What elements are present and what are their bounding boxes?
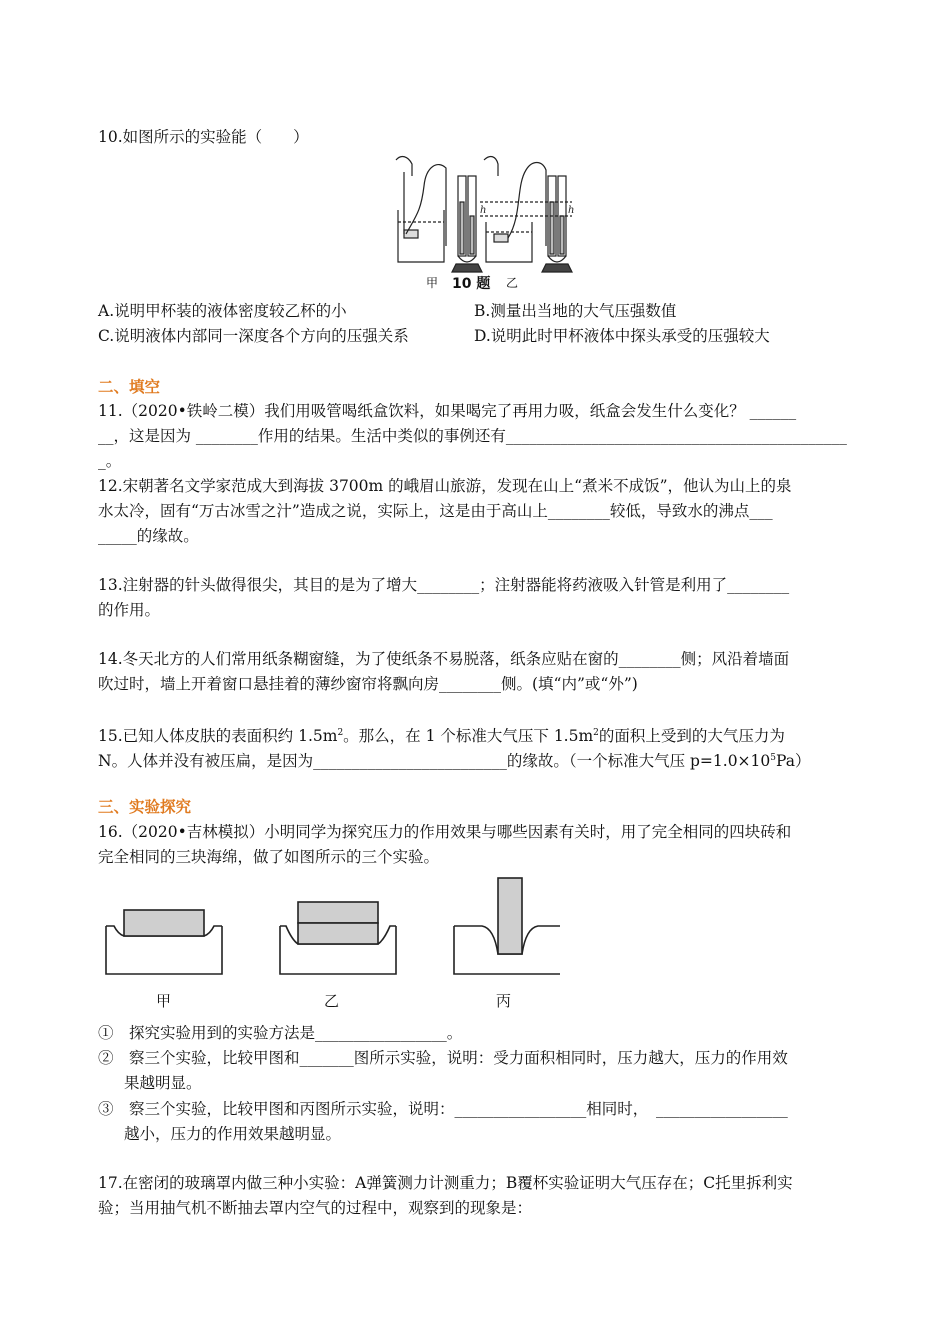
q15-line1-part1: 15.已知人体皮肤的表面积约 1.5m bbox=[98, 727, 338, 746]
q13-line1: 13.注射器的针头做得很尖，其目的是为了增大________；注射器能将药液吸入针管是利用了________ bbox=[98, 576, 790, 594]
q11-line3: _。 bbox=[98, 452, 122, 470]
q15-line1-part2: 。那么，在 1 个标准大气压下 1.5m bbox=[343, 727, 594, 746]
q13-line2: 的作用。 bbox=[98, 601, 161, 619]
fig10-label-left: 甲 bbox=[426, 276, 439, 290]
q10-option-d: D.说明此时甲杯液体中探头承受的压强较大 bbox=[474, 327, 770, 345]
q10-option-a: A.说明甲杯装的液体密度较乙杯的小 bbox=[98, 302, 347, 320]
q16-line1: 16.（2020•吉林模拟）小明同学为探究压力的作用效果与哪些因素有关时，用了完全相同的四块砖和 bbox=[98, 823, 792, 841]
q15-line1 bbox=[98, 723, 785, 746]
q11-line2: __，这是因为 ________作用的结果。生活中类似的事例还有____________________________________________ bbox=[98, 427, 847, 445]
h-label-left: h bbox=[480, 205, 487, 216]
q17-line1: 17.在密闭的玻璃罩内做三种小实验：A弹簧测力计测重力；B覆杯实验证明大气压存在；C托里拆利实 bbox=[98, 1174, 793, 1192]
q15-sup-b: 2 bbox=[593, 728, 599, 738]
brick-sponge-diagram bbox=[100, 872, 560, 982]
q10-figure bbox=[376, 146, 576, 291]
q14-line1: 14.冬天北方的人们常用纸条糊窗缝，为了使纸条不易脱落，纸条应贴在窗的________侧；风沿着墙面 bbox=[98, 650, 790, 668]
fig10-caption: 10 题 bbox=[452, 276, 491, 292]
fig16-label-bing: 丙 bbox=[496, 992, 512, 1010]
q16-line2: 完全相同的三块海绵，做了如图所示的三个实验。 bbox=[98, 848, 440, 866]
q12-line1: 12.宋朝著名文学家范成大到海拔 3700m 的峨眉山旅游，发现在山上“煮米不成饭”，他认为山上的泉 bbox=[98, 477, 792, 495]
q15-line2-part1: N。人体并没有被压扁，是因为_________________________的缘故。（一个标准大气压 p=1.0×10 bbox=[98, 752, 771, 771]
q12-line2: 水太冷，固有“万古冰雪之汁”造成之说，实际上，这是由于高山上________较低，导致水的沸点___ bbox=[98, 502, 773, 520]
q14-line2: 吹过时，墙上开着窗口悬挂着的薄纱窗帘将飘向房________侧。(填“内”或“外”) bbox=[98, 675, 638, 693]
q15-sup-a: 2 bbox=[337, 728, 344, 738]
q16-item1: ① 探究实验用到的实验方法是_________________。 bbox=[98, 1024, 463, 1042]
u-tube-manometer-diagram bbox=[376, 146, 576, 291]
fig16-label-jia: 甲 bbox=[156, 992, 172, 1010]
q16-figure bbox=[100, 872, 560, 1012]
q16-item2-line2: 果越明显。 bbox=[124, 1074, 202, 1092]
q10-option-c: C.说明液体内部同一深度各个方向的压强关系 bbox=[98, 327, 409, 345]
q12-line3: _____的缘故。 bbox=[98, 527, 199, 545]
fig10-label-right: 乙 bbox=[506, 276, 519, 290]
q10-option-b: B.测量出当地的大气压强数值 bbox=[474, 302, 677, 320]
section-experiment-heading: 三、实验探究 bbox=[98, 798, 192, 816]
section-fill-in-heading: 二、填空 bbox=[98, 378, 161, 396]
q10-stem: 10.如图所示的实验能（ ） bbox=[98, 128, 309, 146]
q16-item3-line2: 越小，压力的作用效果越明显。 bbox=[124, 1125, 342, 1143]
fig16-label-yi: 乙 bbox=[324, 992, 340, 1010]
q11-line1: 11.（2020•铁岭二模）我们用吸管喝纸盒饮料，如果喝完了再用力吸，纸盒会发生什么变化？ ______ bbox=[98, 402, 797, 420]
q15-line2 bbox=[98, 748, 810, 771]
q16-item3-line1: ③ 察三个实验，比较甲图和丙图所示实验，说明：_________________相同时， _________________ bbox=[98, 1100, 788, 1118]
q15-line2-part2: Pa） bbox=[776, 752, 811, 771]
h-label-right: h bbox=[568, 205, 575, 216]
q17-line2: 验；当用抽气机不断抽去罩内空气的过程中，观察到的现象是： bbox=[98, 1199, 533, 1217]
q16-item2-line1: ② 察三个实验，比较甲图和_______图所示实验，说明：受力面积相同时，压力越大，压力的作用效 bbox=[98, 1049, 788, 1067]
q15-sup-exp: 5 bbox=[770, 753, 776, 763]
q15-line1-part3: 的面积上受到的大气压力为 bbox=[598, 727, 785, 746]
